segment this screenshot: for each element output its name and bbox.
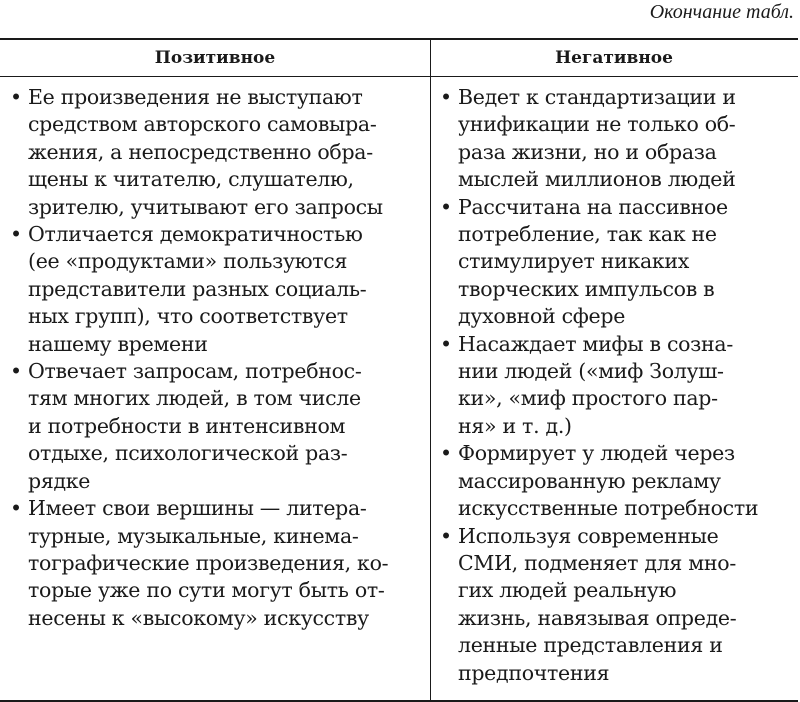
positive-item-line: Имеет свои вершины — литера- xyxy=(28,496,367,521)
negative-item-line: ленные представления и xyxy=(458,633,723,658)
positive-item xyxy=(8,358,423,495)
positive-item-line: Отличается демократичностью xyxy=(28,222,363,247)
negative-item-line: нии людей («миф Золуш- xyxy=(458,359,724,384)
positive-item-line: жения, а непосредственно обра- xyxy=(28,139,373,164)
bullet-icon: • xyxy=(440,331,452,356)
comparison-table xyxy=(0,38,798,702)
positive-item-line: тографические произведения, ко- xyxy=(28,550,389,575)
negative-item xyxy=(438,440,793,522)
positive-column xyxy=(8,84,423,632)
negative-item-line: духовной сфере xyxy=(458,304,626,329)
positive-item xyxy=(8,221,423,358)
negative-item-line: Ведет к стандартизации и xyxy=(458,85,736,109)
positive-item-line: представители разных социаль- xyxy=(28,276,367,301)
bullet-icon: • xyxy=(10,85,22,109)
bullet-icon: • xyxy=(10,359,22,384)
negative-item-line: предпочтения xyxy=(458,660,610,685)
negative-item xyxy=(438,331,793,441)
positive-item-line: тям многих людей, в том числе xyxy=(28,386,361,411)
positive-item-line: нашему времени xyxy=(28,331,208,356)
negative-item-line: Используя современные xyxy=(458,523,719,548)
negative-item-line: унификации не только об- xyxy=(458,112,736,137)
negative-item-line: потребление, так как не xyxy=(458,222,717,247)
negative-item-line: мыслей миллионов людей xyxy=(458,167,736,192)
header-negative: Негативное xyxy=(555,48,673,68)
positive-item-line: рядке xyxy=(28,468,91,493)
header-positive: Позитивное xyxy=(154,48,276,68)
positive-item-line: щены к читателю, слушателю, xyxy=(28,167,354,192)
negative-item-line: массированную рекламу xyxy=(458,468,721,493)
table-header-row xyxy=(0,40,798,77)
negative-item-line: раза жизни, но и образа xyxy=(458,139,717,164)
positive-item-line: зрителю, учитывают его запросы xyxy=(28,194,383,219)
negative-item xyxy=(438,84,793,194)
positive-item-line: и потребности в интенсивном xyxy=(28,413,346,438)
positive-item xyxy=(8,495,423,632)
positive-item-line: средством авторского самовыра- xyxy=(28,112,377,137)
positive-item-line: отдыхе, психологической раз- xyxy=(28,441,348,466)
column-divider xyxy=(430,40,431,700)
negative-item-line: жизнь, навязывая опреде- xyxy=(458,605,737,630)
positive-item-line: несены к «высокому» искусству xyxy=(28,605,369,630)
bullet-icon: • xyxy=(440,85,452,109)
negative-item-line: ки», «миф простого пар- xyxy=(458,386,718,411)
positive-item-line: (ее «продуктами» пользуются xyxy=(28,249,348,274)
positive-item-line: ных групп), что соответствует xyxy=(28,304,348,329)
negative-item-line: творческих импульсов в xyxy=(458,276,715,301)
bullet-icon: • xyxy=(10,496,22,521)
positive-item-line: Ее произведения не выступают xyxy=(28,85,363,109)
positive-item-line: турные, музыкальные, кинема- xyxy=(28,523,359,548)
negative-item-line: ня» и т. д.) xyxy=(458,413,572,438)
bullet-icon: • xyxy=(10,222,22,247)
negative-item-line: Формирует у людей через xyxy=(458,441,735,466)
negative-item-line: СМИ, подменяет для мно- xyxy=(458,550,736,575)
bullet-icon: • xyxy=(440,523,452,548)
positive-item-line: Отвечает запросам, потребнос- xyxy=(28,359,362,384)
negative-item-line: стимулирует никаких xyxy=(458,249,690,274)
negative-item-line: гих людей реальную xyxy=(458,578,677,603)
negative-item-line: Насаждает мифы в созна- xyxy=(458,331,733,356)
negative-column xyxy=(438,84,793,687)
bullet-icon: • xyxy=(440,194,452,219)
positive-item xyxy=(8,84,423,221)
bullet-icon: • xyxy=(440,441,452,466)
positive-item-line: торые уже по сути могут быть от- xyxy=(28,578,385,603)
negative-item-line: искусственные потребности xyxy=(458,496,759,521)
table-caption: Окончание табл. xyxy=(649,1,794,23)
negative-item xyxy=(438,523,793,687)
negative-item xyxy=(438,194,793,331)
negative-item-line: Рассчитана на пассивное xyxy=(458,194,728,219)
